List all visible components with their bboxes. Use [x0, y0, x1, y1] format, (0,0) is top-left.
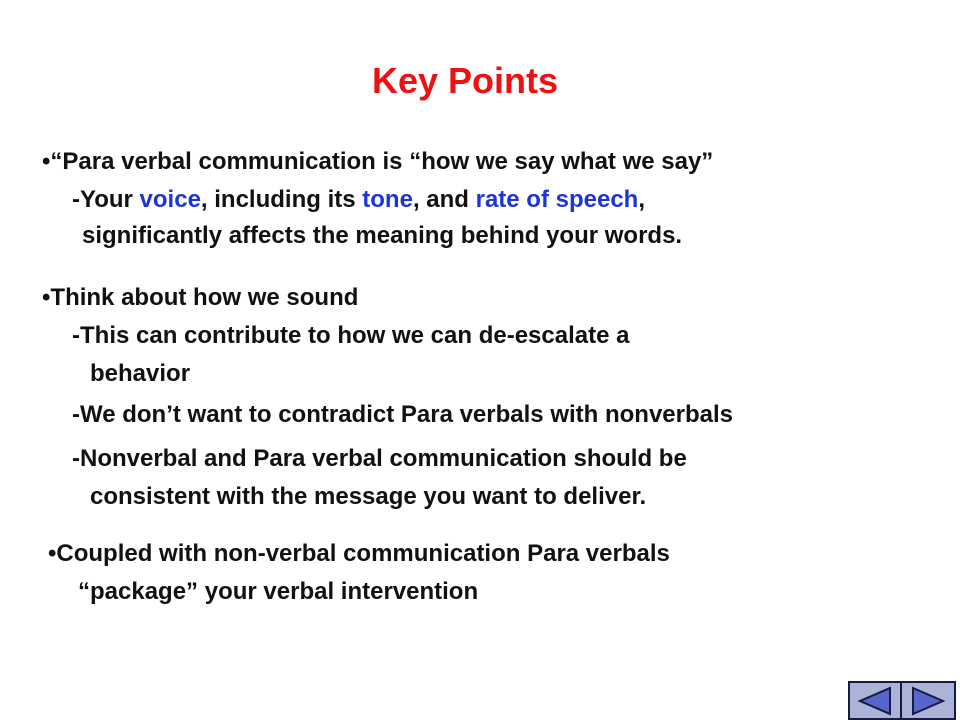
prev-slide-button[interactable]	[848, 681, 902, 720]
sub-deescalate-line-2: behavior	[90, 360, 191, 387]
sub-consistent-line-2: consistent with the message you want to deliver.	[90, 483, 647, 510]
sub-contradict-line: -We don’t want to contradict Para verbals with nonverbals	[72, 401, 734, 428]
sub-consistent-line: -Nonverbal and Para verbal communication should be	[72, 445, 687, 472]
bullet-think-sound: •Think about how we sound	[42, 284, 359, 311]
text-segment: , including its	[200, 186, 363, 213]
triangle-right-icon	[909, 686, 947, 716]
bullet-para-verbal: •“Para verbal communication is “how we say what we say”	[42, 148, 714, 175]
slide-nav	[848, 681, 956, 720]
slide-title: Key Points	[371, 60, 559, 101]
sub-voice-line	[72, 186, 645, 214]
highlight-rate: rate of speech	[475, 186, 639, 213]
text-segment: ,	[638, 186, 646, 213]
text-segment: , and	[412, 186, 476, 213]
bullet-coupled: •Coupled with non-verbal communication Para verbals	[48, 540, 670, 567]
sub-voice-line-2: significantly affects the meaning behind your words.	[82, 222, 683, 249]
text-segment: -Your	[72, 186, 140, 213]
bullet-coupled-line-2: “package” your verbal intervention	[78, 578, 479, 605]
next-slide-button[interactable]	[902, 681, 956, 720]
sub-deescalate-line: -This can contribute to how we can de-escalate a	[72, 322, 630, 349]
highlight-tone: tone	[362, 186, 413, 213]
triangle-left-icon	[856, 686, 894, 716]
highlight-voice: voice	[139, 186, 201, 213]
